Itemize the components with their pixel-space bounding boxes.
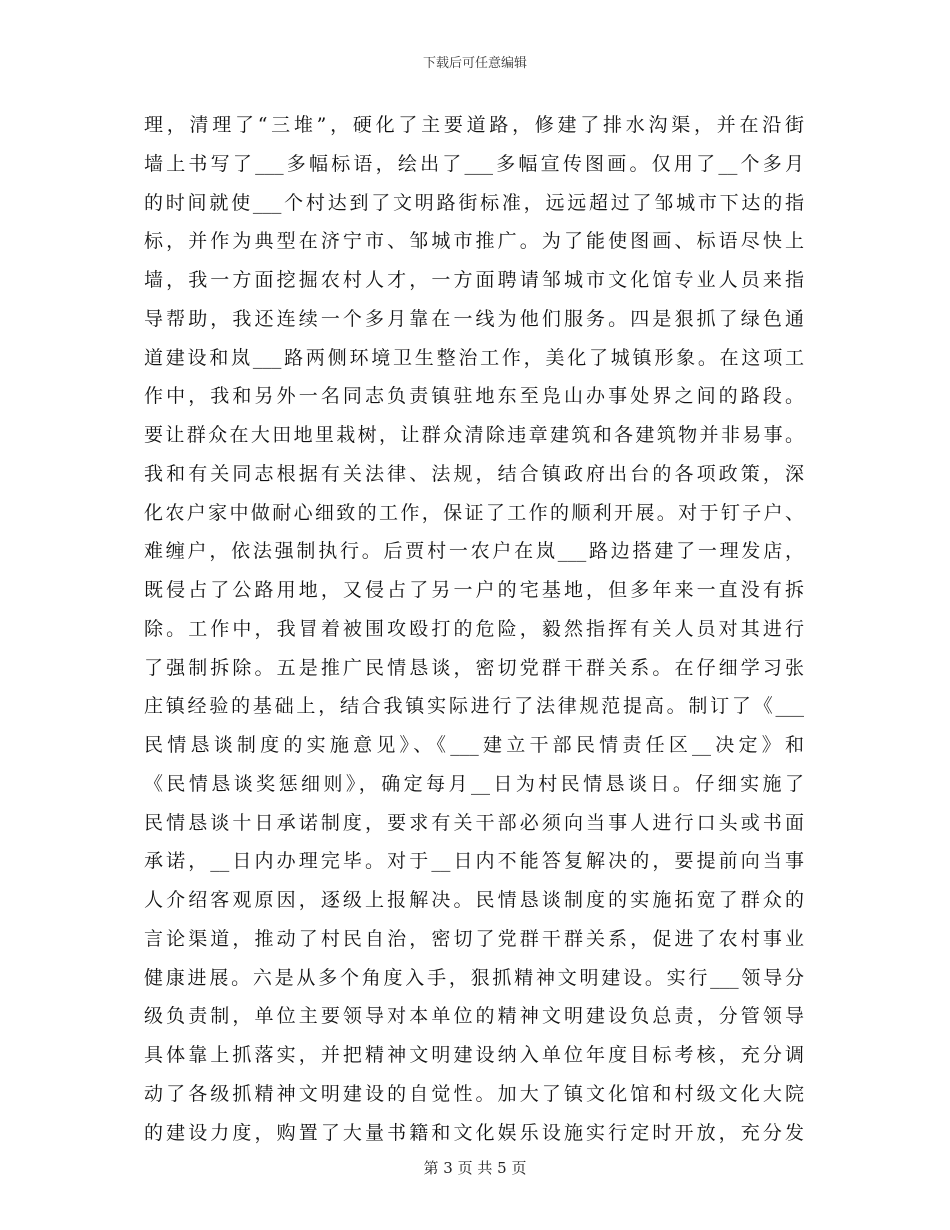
body-line: 化农户家中做耐心细致的工作，保证了工作的顺利开展。对于钉子户、 — [144, 501, 804, 524]
body-line: 具体靠上抓落实，并把精神文明建设纳入单位年度目标考核，充分调 — [144, 1044, 804, 1066]
body-line: 墙上书写了___多幅标语，绘出了___多幅宣传图画。仅用了__个多月 — [144, 152, 804, 175]
body-line: 导帮助，我还连续一个多月靠在一线为他们服务。四是狠抓了绿色通 — [144, 307, 804, 330]
body-line: 要让群众在大田地里栽树，让群众清除违章建筑和各建筑物并非易事。 — [144, 424, 804, 446]
body-line: 庄镇经验的基础上，结合我镇实际进行了法律规范提高。制订了《___ — [144, 695, 804, 718]
body-line: 墙，我一方面挖掘农村人才，一方面聘请邹城市文化馆专业人员来指 — [144, 269, 804, 291]
body-line: 道建设和岚___路两侧环境卫生整治工作，美化了城镇形象。在这项工 — [144, 346, 804, 369]
body-line: 《民情恳谈奖惩细则》，确定每月__日为村民情恳谈日。仔细实施了 — [144, 772, 804, 795]
body-line: 理，清理了“三堆”，硬化了主要道路，修建了排水沟渠，并在沿街 — [144, 114, 804, 136]
page-header-note: 下载后可任意编辑 — [422, 56, 527, 71]
page-number: 第 3 页 共 5 页 — [423, 1159, 527, 1177]
body-line: 作中，我和另外一名同志负责镇驻地东至凫山办事处界之间的路段。 — [144, 385, 804, 408]
body-line: 承诺，__日内办理完毕。对于__日内不能答复解决的，要提前向当事 — [144, 850, 804, 873]
body-line: 我和有关同志根据有关法律、法规，结合镇政府出台的各项政策，深 — [144, 462, 804, 485]
body-line: 民情恳谈制度的实施意见》、《___建立干部民情责任区__决定》和 — [144, 734, 804, 756]
body-line: 除。工作中，我冒着被围攻殴打的危险，毅然指挥有关人员对其进行 — [144, 617, 804, 640]
body-line: 言论渠道，推动了村民自治，密切了党群干群关系，促进了农村事业 — [144, 927, 804, 950]
body-line: 的建设力度，购置了大量书籍和文化娱乐设施实行定时开放，充分发 — [144, 1121, 804, 1144]
body-line: 难缠户，依法强制执行。后贾村一农户在岚___路边搭建了一理发店， — [144, 540, 804, 563]
body-line: 级负责制，单位主要领导对本单位的精神文明建设负总责，分管领导 — [144, 1005, 804, 1028]
body-line: 标，并作为典型在济宁市、邹城市推广。为了能使图画、标语尽快上 — [144, 230, 804, 253]
body-line: 的时间就使___个村达到了文明路街标准，远远超过了邹城市下达的指 — [144, 191, 804, 214]
document-body — [144, 106, 804, 1152]
body-line: 民情恳谈十日承诺制度，要求有关干部必须向当事人进行口头或书面 — [144, 811, 804, 834]
body-line: 人介绍客观原因，逐级上报解决。民情恳谈制度的实施拓宽了群众的 — [144, 889, 804, 911]
body-line: 既侵占了公路用地，又侵占了另一户的宅基地，但多年来一直没有拆 — [144, 579, 804, 601]
body-line: 动了各级抓精神文明建设的自觉性。加大了镇文化馆和村级文化大院 — [144, 1082, 804, 1105]
body-line: 健康进展。六是从多个角度入手，狠抓精神文明建设。实行___领导分 — [144, 966, 804, 989]
body-line: 了强制拆除。五是推广民情恳谈，密切党群干群关系。在仔细学习张 — [144, 656, 804, 679]
